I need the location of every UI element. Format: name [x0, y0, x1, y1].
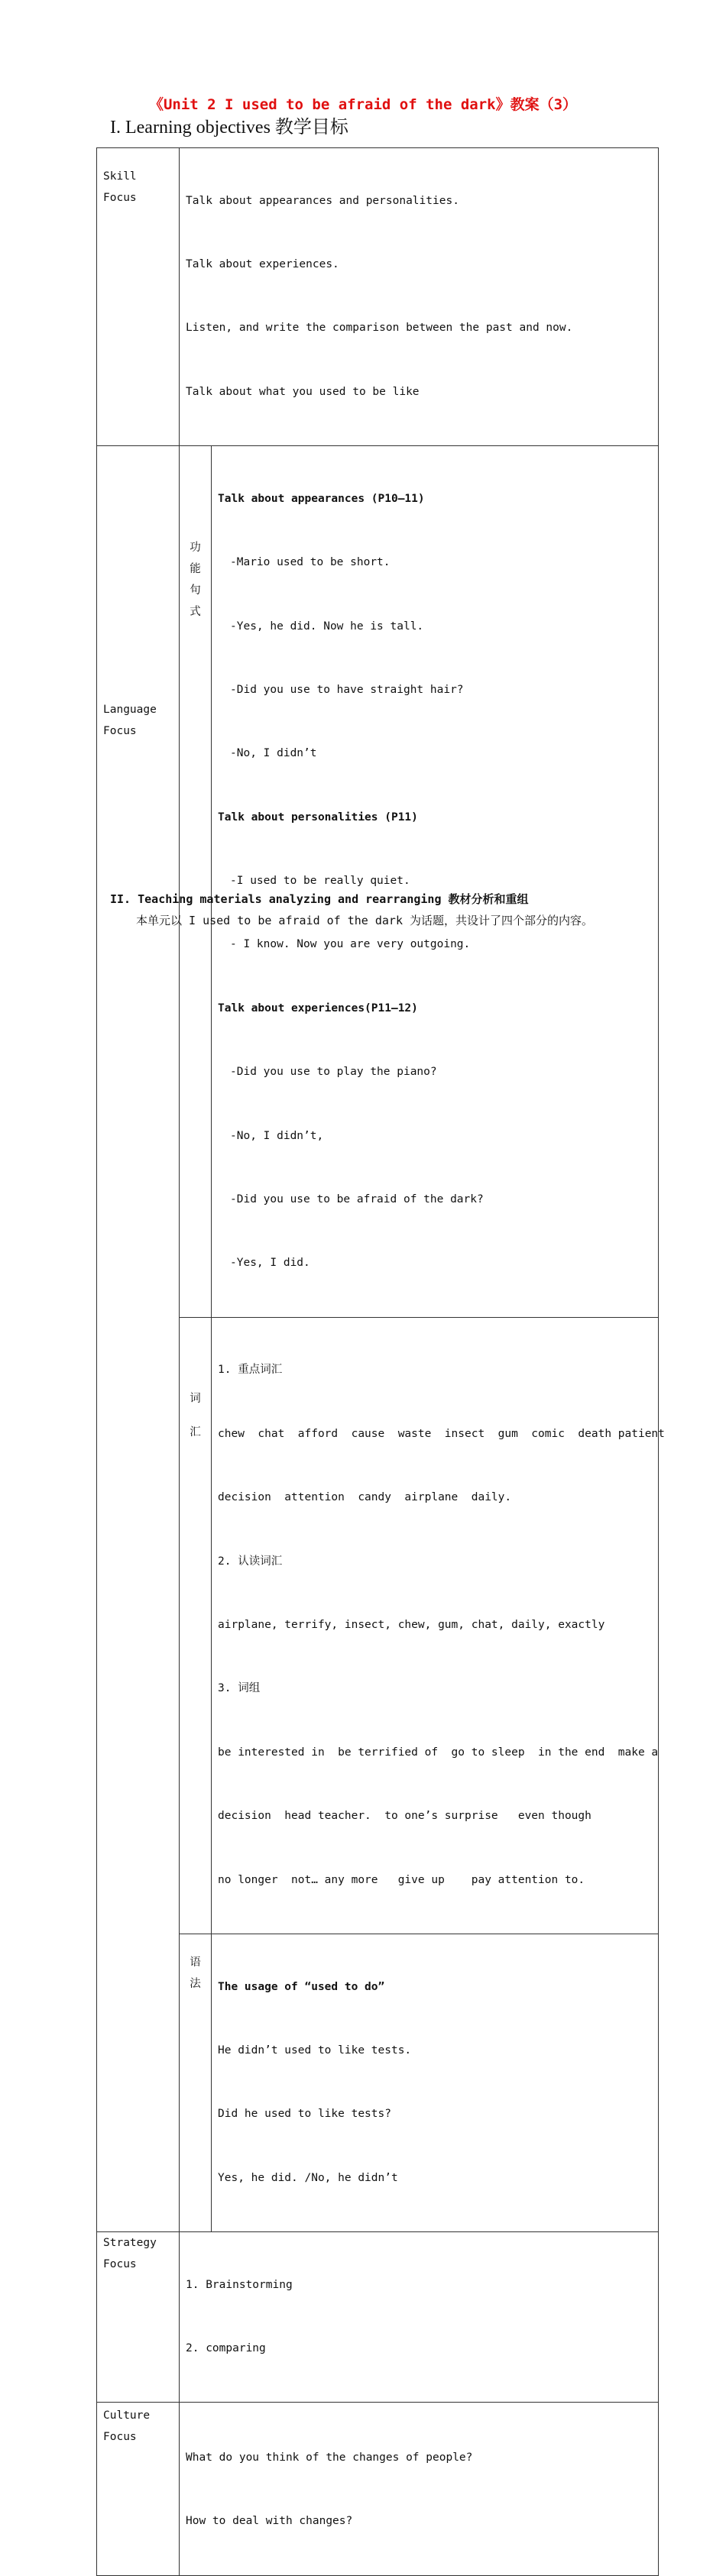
vocab-line: be interested in be terrified of go to sleep in the end make a: [218, 1746, 659, 1759]
row-language-vocab: [97, 1317, 659, 1934]
functions-label-cell: [180, 446, 212, 1318]
functions-heading-personalities: Talk about personalities (P11): [218, 811, 418, 824]
dialogue-line: -No, I didn’t: [230, 747, 317, 760]
skill-line: Talk about what you used to be like: [186, 385, 420, 398]
language-label-2: Focus: [103, 725, 137, 738]
skill-focus-content: [180, 148, 659, 446]
skill-line: Talk about appearances and personalities.: [186, 194, 459, 207]
row-skill-focus: [97, 148, 659, 446]
culture-focus-label: [97, 2403, 180, 2575]
dialogue-line: -I used to be really quiet.: [230, 875, 410, 888]
language-label-1: Language: [103, 704, 157, 717]
vocab-line: 1. 重点词汇: [218, 1364, 283, 1377]
strategy-line: 2. comparing: [186, 2342, 266, 2355]
section-heading-teaching-materials: II. Teaching materials analyzing and rearranging 教材分析和重组: [110, 892, 529, 906]
vocab-line: 2. 认读词汇: [218, 1555, 283, 1568]
dialogue-line: -Did you use to play the piano?: [230, 1066, 437, 1079]
objectives-table: [96, 147, 665, 2576]
vocab-line: decision attention candy airplane daily.: [218, 1491, 512, 1504]
row-culture-focus: [97, 2403, 659, 2575]
vocab-label-char: 汇: [190, 1426, 201, 1438]
dialogue-line: -Mario used to be short.: [230, 556, 391, 569]
skill-label-1: Skill: [103, 170, 137, 183]
skill-label-2: Focus: [103, 192, 137, 204]
document-title: 《Unit 2 I used to be afraid of the dark》教案（3）: [148, 96, 578, 113]
strategy-label-1: Strategy: [103, 2237, 157, 2250]
functions-heading-experiences: Talk about experiences(P11—12): [218, 1002, 418, 1015]
vocab-line: 3. 词组: [218, 1682, 261, 1695]
functions-label-char: 句: [190, 584, 201, 597]
section-heading-learning-objectives: I. Learning objectives 教学目标: [110, 118, 348, 138]
grammar-line: He didn’t used to like tests.: [218, 2044, 412, 2057]
functions-label-char: 能: [190, 562, 201, 575]
culture-label-2: Focus: [103, 2431, 137, 2444]
culture-label-1: Culture: [103, 2409, 151, 2422]
grammar-label-char: 法: [190, 1977, 201, 1990]
vocab-line: airplane, terrify, insect, chew, gum, chat, daily, exactly: [218, 1618, 605, 1631]
grammar-heading: The usage of “used to do”: [218, 1980, 385, 1993]
strategy-label-2: Focus: [103, 2258, 137, 2271]
vocab-line: no longer not… any more give up pay attention to.: [218, 1873, 585, 1886]
skill-focus-label: [97, 148, 180, 446]
dialogue-line: -Did you use to have straight hair?: [230, 683, 464, 696]
culture-line: What do you think of the changes of people?: [186, 2451, 473, 2464]
culture-line: How to deal with changes?: [186, 2515, 353, 2528]
strategy-line: 1. Brainstorming: [186, 2278, 293, 2291]
grammar-line: Yes, he did. /No, he didn’t: [218, 2171, 398, 2184]
vocab-label-cell: [180, 1317, 212, 1934]
row-language-functions: [97, 446, 659, 1318]
row-language-grammar: [97, 1934, 659, 2231]
dialogue-line: -Yes, he did. Now he is tall.: [230, 620, 424, 633]
grammar-content: [212, 1934, 659, 2231]
dialogue-line: -Did you use to be afraid of the dark?: [230, 1193, 484, 1206]
section2-paragraph: 本单元以 I used to be afraid of the dark 为话题，共设计了四个部分的内容。: [136, 914, 594, 927]
dialogue-line: -Yes, I did.: [230, 1257, 310, 1270]
row-strategy-focus: [97, 2232, 659, 2403]
culture-focus-content: [180, 2403, 659, 2575]
vocab-label-char: 词: [190, 1392, 201, 1405]
strategy-focus-content: [180, 2232, 659, 2403]
grammar-label-cell: [180, 1934, 212, 2231]
language-focus-label: [97, 446, 180, 2232]
functions-label-char: 式: [190, 605, 201, 618]
strategy-focus-label: [97, 2232, 180, 2403]
dialogue-line: - I know. Now you are very outgoing.: [230, 938, 471, 951]
skill-line: Listen, and write the comparison between the past and now.: [186, 322, 573, 335]
skill-line: Talk about experiences.: [186, 257, 339, 270]
functions-heading-appearances: Talk about appearances (P10—11): [218, 492, 425, 505]
grammar-label-char: 语: [190, 1956, 201, 1969]
functions-content: [212, 446, 659, 1318]
vocab-line: decision head teacher. to one’s surprise even though: [218, 1810, 591, 1823]
vocab-line: chew chat afford cause waste insect gum comic death patient: [218, 1427, 665, 1440]
grammar-line: Did he used to like tests?: [218, 2108, 391, 2121]
functions-label-char: 功: [190, 542, 201, 555]
vocab-content: [212, 1317, 665, 1934]
dialogue-line: -No, I didn’t,: [230, 1129, 324, 1142]
